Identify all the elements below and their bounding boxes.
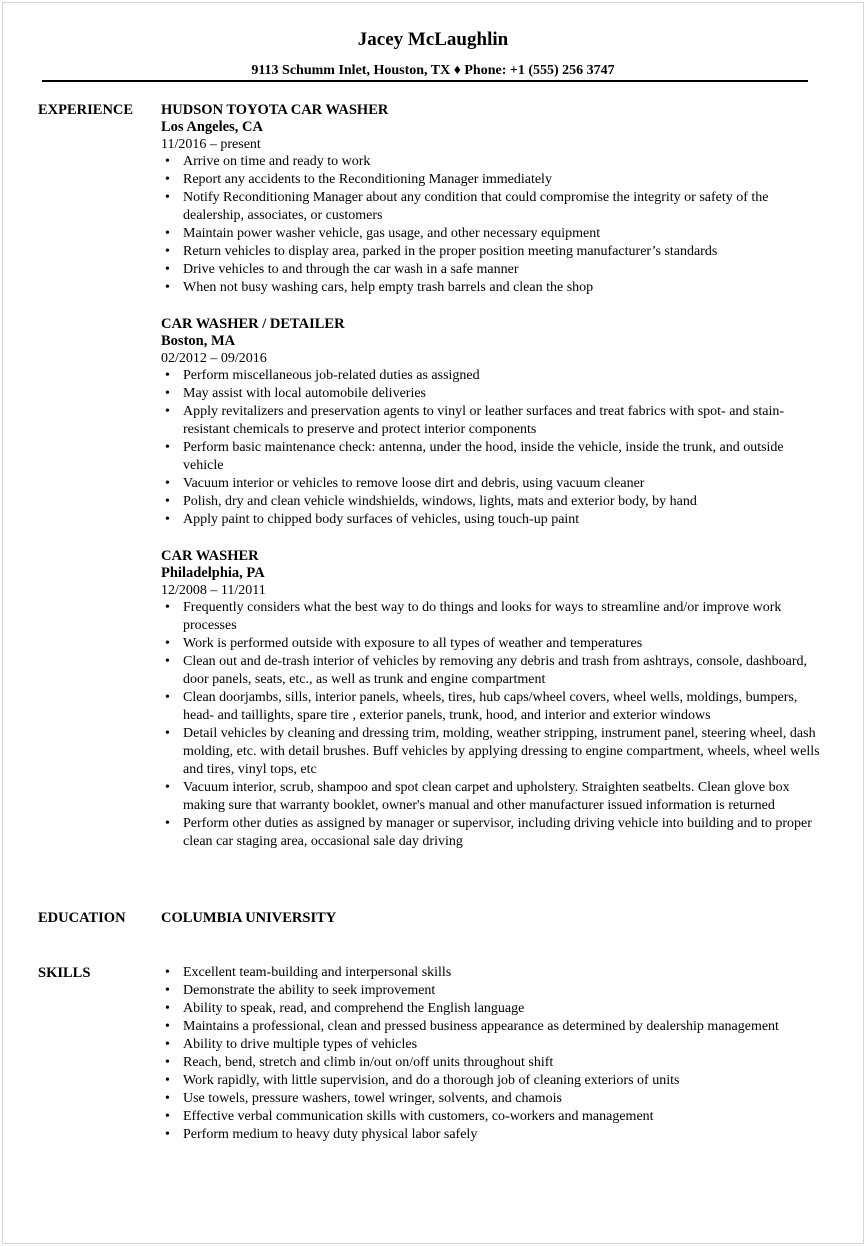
job-duties-list: [161, 367, 826, 529]
section-label-education: EDUCATION: [38, 910, 126, 926]
duty-item: • Perform other duties as assigned by manager or supervisor, including driving vehicle into building and to proper clean car staging area, occasional sale day driving: [161, 815, 826, 851]
skill-item: • Demonstrate the ability to seek improvement: [161, 982, 826, 1000]
duty-item: • Notify Reconditioning Manager about any condition that could compromise the integrity or safety of the dealership, associates, or customers: [161, 189, 826, 225]
skill-item: • Effective verbal communication skills with customers, co-workers and management: [161, 1108, 826, 1126]
job-duties-list: [161, 599, 826, 851]
skill-item: • Perform medium to heavy duty physical labor safely: [161, 1126, 826, 1144]
skills-list: [161, 964, 826, 1144]
job-location: Philadelphia, PA: [161, 565, 265, 581]
job-entry: [161, 547, 826, 851]
resume-header: [0, 28, 866, 80]
duty-item: • Clean doorjambs, sills, interior panels, wheels, tires, hub caps/wheel covers, wheel wells, moldings, bumpers, head- and taillights, spare tire , exterior panels, trunk, hood, and interior and exterior windows: [161, 689, 826, 725]
duty-item: • Perform basic maintenance check: antenna, under the hood, inside the vehicle, inside the trunk, and outside vehicle: [161, 439, 826, 475]
duty-item: • Report any accidents to the Reconditioning Manager immediately: [161, 171, 826, 189]
job-title: CAR WASHER: [161, 548, 259, 564]
duty-item: • Drive vehicles to and through the car wash in a safe manner: [161, 261, 826, 279]
candidate-name: Jacey McLaughlin: [357, 29, 509, 50]
contact-line: 9113 Schumm Inlet, Houston, TX ♦ Phone: +1 (555) 256 3747: [251, 63, 615, 78]
job-entry: [161, 315, 826, 529]
header-divider: [42, 80, 808, 82]
duty-item: • May assist with local automobile deliveries: [161, 385, 826, 403]
duty-item: • Detail vehicles by cleaning and dressing trim, molding, weather stripping, instrument panel, steering wheel, dash molding, etc. with detail brushes. Buff vehicles by applying dressing to engine compartment, wheels, wheel wells and tires, vinyl tops, etc: [161, 725, 826, 779]
section-label-skills: SKILLS: [38, 965, 91, 981]
job-duties-list: [161, 153, 826, 297]
duty-item: • Frequently considers what the best way to do things and looks for ways to streamline and/or improve work processes: [161, 599, 826, 635]
job-dates: 12/2008 – 11/2011: [161, 583, 266, 598]
school-name: COLUMBIA UNIVERSITY: [161, 910, 337, 926]
skill-item: • Work rapidly, with little supervision, and do a thorough job of cleaning exteriors of units: [161, 1072, 826, 1090]
job-location: Boston, MA: [161, 333, 236, 349]
job-entry: [161, 101, 826, 297]
duty-item: • Apply paint to chipped body surfaces of vehicles, using touch-up paint: [161, 511, 826, 529]
duty-item: • Maintain power washer vehicle, gas usage, and other necessary equipment: [161, 225, 826, 243]
duty-item: • Vacuum interior or vehicles to remove loose dirt and debris, using vacuum cleaner: [161, 475, 826, 493]
duty-item: • When not busy washing cars, help empty trash barrels and clean the shop: [161, 279, 826, 297]
duty-item: • Work is performed outside with exposure to all types of weather and temperatures: [161, 635, 826, 653]
job-location: Los Angeles, CA: [161, 119, 263, 135]
job-title: HUDSON TOYOTA CAR WASHER: [161, 102, 389, 118]
skill-item: • Use towels, pressure washers, towel wringer, solvents, and chamois: [161, 1090, 826, 1108]
experience-body: [161, 101, 826, 869]
job-dates: 11/2016 – present: [161, 137, 261, 152]
duty-item: • Polish, dry and clean vehicle windshields, windows, lights, mats and exterior body, by hand: [161, 493, 826, 511]
skill-item: • Maintains a professional, clean and pressed business appearance as determined by dealership management: [161, 1018, 826, 1036]
education-body: [161, 909, 826, 927]
duty-item: • Clean out and de-trash interior of vehicles by removing any debris and trash from ashtrays, console, dashboard, door panels, seats, etc., as well as trunk and engine compartment: [161, 653, 826, 689]
duty-item: • Return vehicles to display area, parked in the proper position meeting manufacturer’s standards: [161, 243, 826, 261]
job-title: CAR WASHER / DETAILER: [161, 316, 345, 332]
duty-item: • Perform miscellaneous job-related duties as assigned: [161, 367, 826, 385]
skill-item: • Excellent team-building and interpersonal skills: [161, 964, 826, 982]
duty-item: • Apply revitalizers and preservation agents to vinyl or leather surfaces and treat fabrics with spot- and stain- resistant chemicals to preserve and protect interior components: [161, 403, 826, 439]
duty-item: • Arrive on time and ready to work: [161, 153, 826, 171]
job-dates: 02/2012 – 09/2016: [161, 351, 267, 366]
skill-item: • Ability to drive multiple types of vehicles: [161, 1036, 826, 1054]
skill-item: • Ability to speak, read, and comprehend the English language: [161, 1000, 826, 1018]
duty-item: • Vacuum interior, scrub, shampoo and spot clean carpet and upholstery. Straighten seatbelts. Clean glove box making sure that warranty booklet, owner's manual and other manufacturer issued information is returned: [161, 779, 826, 815]
skills-body: [161, 964, 826, 1144]
section-label-experience: EXPERIENCE: [38, 102, 134, 118]
skill-item: • Reach, bend, stretch and climb in/out on/off units throughout shift: [161, 1054, 826, 1072]
